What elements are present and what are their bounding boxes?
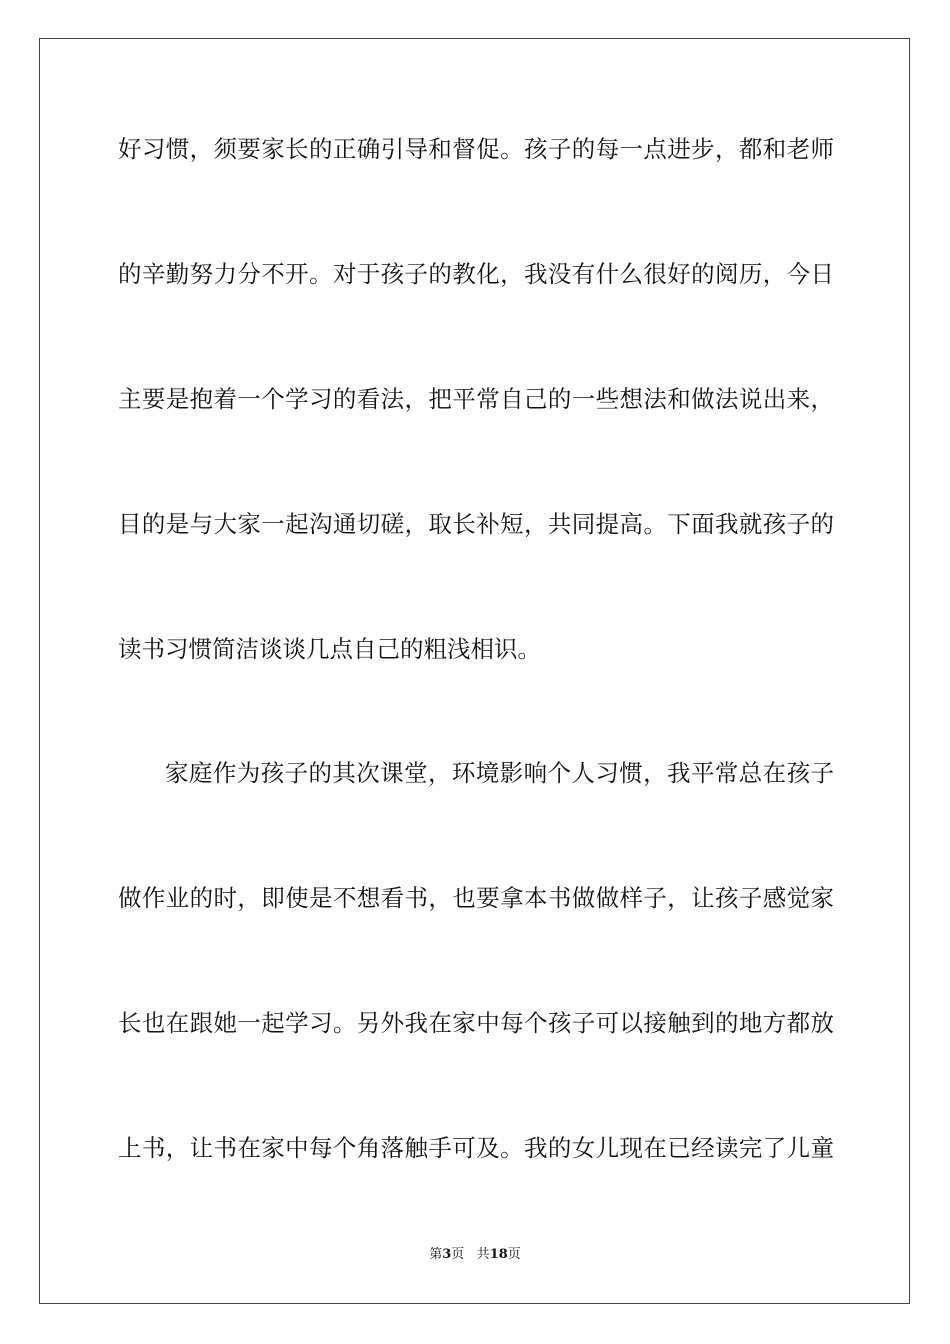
- page-border: [39, 38, 910, 1304]
- page-footer: [0, 1247, 950, 1263]
- footer-page-suffix: 页: [451, 1247, 465, 1262]
- body-text-line-8: 长也在跟她一起学习。另外我在家中每个孩子可以接触到的地方都放: [118, 1009, 834, 1037]
- body-text-line-5: 读书习惯简洁谈谈几点自己的粗浅相识。: [118, 635, 541, 663]
- body-text-line-7: 做作业的时，即使是不想看书，也要拿本书做做样子，让孩子感觉家: [118, 884, 834, 912]
- body-text-line-9: 上书，让书在家中每个角落触手可及。我的女儿现在已经读完了儿童: [118, 1134, 834, 1162]
- footer-page-prefix: 第: [429, 1247, 443, 1262]
- body-text-line-4: 目的是与大家一起沟通切磋，取长补短，共同提高。下面我就孩子的: [118, 510, 834, 538]
- body-text-line-3: 主要是抱着一个学习的看法，把平常自己的一些想法和做法说出来，: [118, 385, 834, 413]
- footer-total-prefix: 共: [476, 1247, 490, 1262]
- body-text-line-6: 家庭作为孩子的其次课堂，环境影响个人习惯，我平常总在孩子: [165, 759, 834, 787]
- footer-total-pages: 18: [489, 1247, 508, 1262]
- body-text-line-1: 好习惯，须要家长的正确引导和督促。孩子的每一点进步，都和老师: [118, 135, 834, 163]
- footer-page-number: 3: [442, 1247, 452, 1262]
- body-text-line-2: 的辛勤努力分不开。对于孩子的教化，我没有什么很好的阅历，今日: [118, 260, 834, 288]
- footer-total-suffix: 页: [507, 1247, 521, 1262]
